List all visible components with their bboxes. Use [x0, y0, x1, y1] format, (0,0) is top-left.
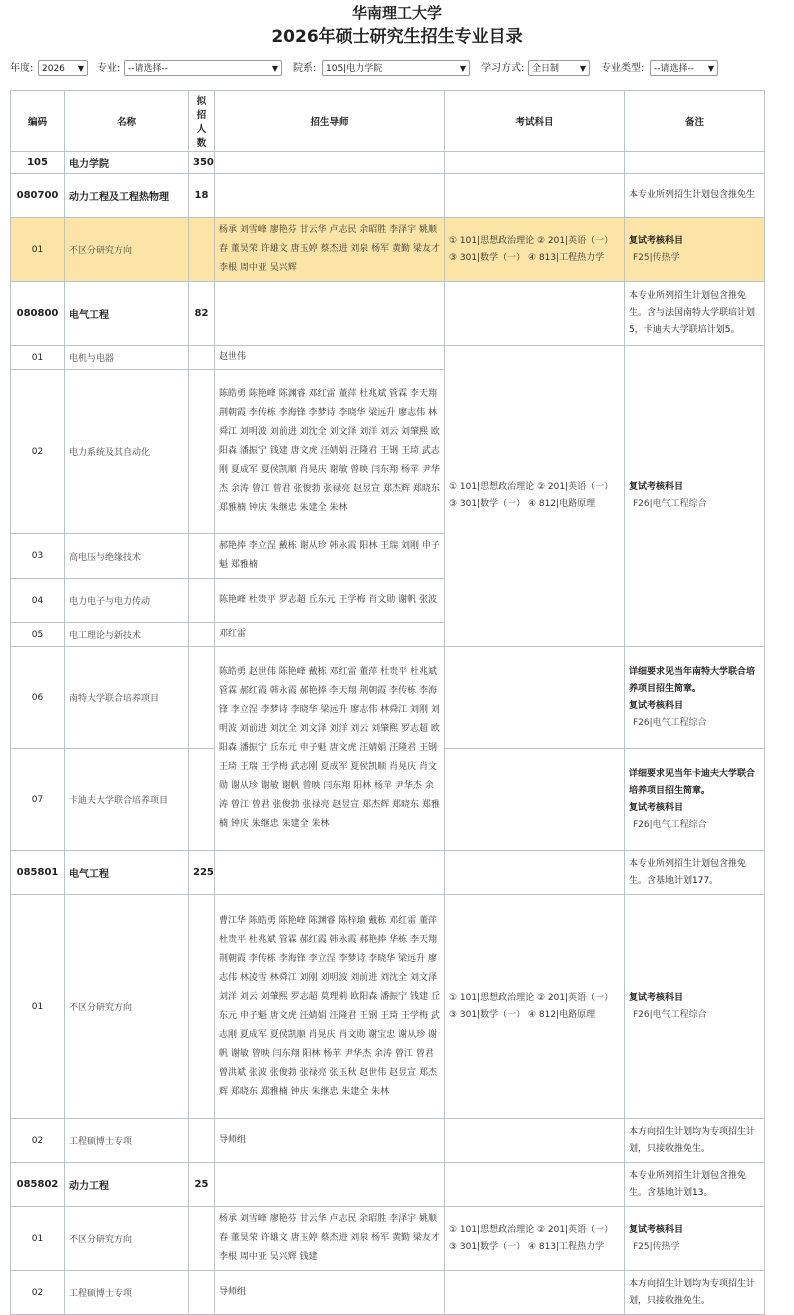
school-select-value: 105|电力学院 — [326, 64, 383, 74]
major-row — [11, 282, 765, 346]
chevron-down-icon: ▼ — [579, 64, 586, 73]
direction-tutors: 郝艳捧 李立浧 戴栋 谢从珍 韩永霞 阳林 王瑞 刘刚 申子魁 郑雅楠 — [215, 534, 445, 579]
header-name: 名称 — [65, 91, 189, 152]
major-row — [11, 851, 765, 895]
direction-name: 高电压与绝缘技术 — [65, 534, 189, 579]
major-name: 动力工程及工程热物理 — [65, 174, 189, 218]
mode-label: 学习方式: — [481, 63, 525, 74]
major-quota: 225 — [189, 851, 215, 895]
direction-code: 07 — [11, 749, 65, 851]
direction-tutors: 赵世伟 — [215, 346, 445, 370]
major-code: 085801 — [11, 851, 65, 895]
direction-name: 南特大学联合培养项目 — [65, 647, 189, 749]
direction-name: 不区分研究方向 — [65, 1207, 189, 1271]
catalog-table — [10, 90, 765, 1315]
major-code: 080700 — [11, 174, 65, 218]
direction-tutors: 导师组 — [215, 1271, 445, 1315]
remark-value: F26|电气工程综合 — [633, 819, 707, 830]
direction-name: 电力电子与电力传动 — [65, 579, 189, 623]
type-label: 专业类型: — [601, 63, 645, 74]
remark-value: F25|传热学 — [633, 1241, 680, 1252]
direction-row — [11, 1271, 765, 1315]
chevron-down-icon: ▼ — [271, 64, 278, 73]
major-remark: 本专业所列招生计划包含推免生。含基地计划13。 — [625, 1163, 765, 1207]
remark-lead: 详细要求见当年卡迪夫大学联合培养项目招生简章。 — [629, 768, 756, 796]
direction-tutors: 杨承 刘雪峰 廖艳芬 甘云华 卢志民 余昭胜 李泽宇 姚顺春 董昊荣 许雄文 唐玉婷 蔡杰进 刘泉 杨军 黄勤 梁友才 李根 周中亚 吴兴辉 钱建 — [215, 1207, 445, 1271]
remark-title: 复试考核科目 — [629, 482, 684, 492]
school-select[interactable] — [322, 60, 470, 76]
type-select[interactable] — [650, 60, 718, 76]
school-row — [11, 152, 765, 174]
major-label: 专业: — [97, 63, 121, 74]
major-remark: 本专业所列招生计划包含推免生 — [625, 174, 765, 218]
direction-name: 卡迪夫大学联合培养项目 — [65, 749, 189, 851]
remark-title: 复试考核科目 — [629, 235, 684, 246]
direction-code: 01 — [11, 346, 65, 370]
header-remark: 备注 — [625, 91, 765, 152]
major-row — [11, 174, 765, 218]
major-remark: 本专业所列招生计划包含推免生。含与法国南特大学联培计划5，卡迪夫大学联培计划5。 — [625, 282, 765, 346]
direction-code: 05 — [11, 623, 65, 647]
major-select[interactable] — [124, 60, 282, 76]
direction-code: 02 — [11, 1119, 65, 1163]
remark-title: 复试考核科目 — [629, 992, 684, 1003]
chevron-down-icon: ▼ — [459, 64, 466, 73]
type-select-value: --请选择-- — [654, 64, 694, 74]
direction-tutors: 陈皓勇 赵世伟 陈艳峰 戴栋 邓红雷 董萍 杜贵平 杜兆斌 管霖 郝红霞 韩永霞 郝艳捧 李天翔 荆朝霞 李传栋 李海锋 李立浧 李梦诗 李晓华 梁远升 廖志伟 林舜江 刘刚 刘明波 刘前进 刘沈全 刘文泽 刘洋 刘云 刘肇熙 罗志超 欧阳森 潘振宁 丘东元 申子魁 唐文虎 汪婧娟 汪隆君 王钢 王琦 王瑞 王学梅 武志刚 夏成军 夏侯凯顺 肖晃庆 肖文勋 谢从珍 谢敏 谢帆 曾映 闫东翔 阳林 杨苹 尹华杰 余涛 曾江 曾君 张俊勃 张禄亮 赵昱宣 郑杰辉 郑晓东 郑雅楠 钟庆 朱继忠 朱建全 朱林 — [215, 647, 445, 851]
direction-row — [11, 1207, 765, 1271]
direction-remark — [625, 1207, 765, 1271]
direction-tutors: 导师组 — [215, 1119, 445, 1163]
header-quota: 拟招人数 — [189, 91, 215, 152]
direction-remark: 本方向招生计划均为专项招生计划，只接收推免生。 — [625, 1271, 765, 1315]
filter-bar — [10, 60, 790, 78]
major-quota: 18 — [189, 174, 215, 218]
direction-name: 电机与电器 — [65, 346, 189, 370]
remark-title: 复试考核科目 — [629, 802, 684, 813]
remark-title: 复试考核科目 — [629, 1224, 684, 1235]
remark-lead: 详细要求见当年南特大学联合培养项目招生简章。 — [629, 666, 756, 694]
table-header-row — [11, 91, 765, 152]
direction-remark: 本方向招生计划均为专项招生计划，只接收推免生。 — [625, 1119, 765, 1163]
major-remark: 本专业所列招生计划包含推免生。含基地计划177。 — [625, 851, 765, 895]
chevron-down-icon: ▼ — [77, 64, 84, 73]
header-exam: 考试科目 — [445, 91, 625, 152]
direction-code: 01 — [11, 895, 65, 1119]
remark-value: F26|电气工程综合 — [633, 1009, 707, 1020]
major-name: 电气工程 — [65, 851, 189, 895]
major-row — [11, 1163, 765, 1207]
year-label: 年度: — [10, 63, 34, 74]
direction-code: 03 — [11, 534, 65, 579]
remark-title: 复试考核科目 — [629, 700, 684, 711]
direction-tutors: 杨承 刘雪峰 廖艳芬 甘云华 卢志民 余昭胜 李泽宇 姚顺春 董昊荣 许雄文 唐玉婷 蔡杰进 刘泉 杨军 黄勤 梁友才 李根 周中亚 吴兴辉 — [215, 218, 445, 282]
school-code: 105 — [11, 152, 65, 174]
direction-remark — [625, 895, 765, 1119]
year-select-value: 2026 — [42, 64, 65, 74]
direction-name: 工程硕博士专项 — [65, 1119, 189, 1163]
mode-select[interactable] — [528, 60, 590, 76]
major-name: 动力工程 — [65, 1163, 189, 1207]
major-code: 080800 — [11, 282, 65, 346]
direction-code: 02 — [11, 1271, 65, 1315]
university-name: 华南理工大学 — [351, 4, 442, 22]
direction-tutors: 陈皓勇 陈艳峰 陈渊睿 邓红雷 董萍 杜兆斌 管霖 李天翔 荆朝霞 李传栋 李海锋 李梦诗 李晓华 梁远升 廖志伟 林舜江 刘明波 刘前进 刘沈全 刘文泽 刘洋 刘云 刘肇熙 欧阳森 潘振宁 钱建 唐文虎 汪婧娟 汪隆君 王钢 王琦 武志刚 夏成军 夏侯凯顺 肖晃庆 谢敏 曾映 闫东翔 杨苹 尹华杰 余涛 曾江 曾君 张俊勃 张禄亮 赵昱宣 郑杰辉 郑晓东 郑雅楠 钟庆 朱继忠 朱建全 朱林 — [215, 370, 445, 534]
direction-remark — [625, 749, 765, 851]
school-label: 院系: — [293, 63, 317, 74]
header-code: 编码 — [11, 91, 65, 152]
direction-remark — [625, 647, 765, 749]
major-quota: 25 — [189, 1163, 215, 1207]
remark-value: F26|电气工程综合 — [633, 499, 707, 509]
direction-code: 01 — [11, 218, 65, 282]
remark-value: F26|电气工程综合 — [633, 717, 707, 728]
remark-value: F25|传热学 — [633, 252, 680, 263]
direction-exam: ① 101|思想政治理论 ② 201|英语（一） ③ 301|数学（一） ④ 812|电路原理 — [445, 895, 625, 1119]
direction-row — [11, 346, 765, 370]
direction-row — [11, 647, 765, 749]
direction-name: 电力系统及其自动化 — [65, 370, 189, 534]
direction-code: 01 — [11, 1207, 65, 1271]
direction-remark — [625, 346, 765, 647]
year-select[interactable] — [38, 60, 88, 76]
direction-row — [11, 1119, 765, 1163]
direction-row — [11, 218, 765, 282]
direction-code: 02 — [11, 370, 65, 534]
direction-name: 不区分研究方向 — [65, 218, 189, 282]
major-code: 085802 — [11, 1163, 65, 1207]
major-quota: 82 — [189, 282, 215, 346]
major-name: 电气工程 — [65, 282, 189, 346]
direction-tutors: 陈艳峰 杜贵平 罗志超 丘东元 王学梅 肖文勋 谢帆 张波 — [215, 579, 445, 623]
direction-name: 电工理论与新技术 — [65, 623, 189, 647]
page-title: 2026年硕士研究生招生专业目录 — [271, 27, 523, 47]
major-select-value: --请选择-- — [128, 64, 168, 74]
header-tutors: 招生导师 — [215, 91, 445, 152]
school-name: 电力学院 — [65, 152, 189, 174]
direction-remark — [625, 218, 765, 282]
direction-exam: ① 101|思想政治理论 ② 201|英语（一） ③ 301|数学（一） ④ 812|电路原理 — [445, 346, 625, 647]
direction-name: 不区分研究方向 — [65, 895, 189, 1119]
direction-tutors: 曹江华 陈皓勇 陈艳峰 陈渊睿 陈梓瑜 戴栋 邓红雷 董萍 杜贵平 杜兆斌 管霖 郝红霞 韩永霞 郝艳捧 华栋 李天翔 荆朝霞 李传栋 李海锋 李立浧 李梦诗 李晓华 梁远升 廖志伟 林凌雪 林舜江 刘刚 刘明波 刘前进 刘沈全 刘文泽 刘洋 刘云 刘肇熙 罗志超 莫理莉 欧阳森 潘振宁 钱建 丘东元 申子魁 唐文虎 汪婧娟 汪隆君 王钢 王琦 王学梅 武志刚 夏成军 夏侯凯顺 肖晃庆 肖文勋 谢宝忠 谢从珍 谢帆 谢敏 曾映 闫东翔 阳林 杨苹 尹华杰 余涛 曾江 曾君 曾洪斌 张波 张俊勃 张禄亮 张玉秋 赵世伟 赵昱宣 郑杰辉 郑晓东 郑雅楠 钟庆 朱继忠 朱建全 朱林 — [215, 895, 445, 1119]
direction-code: 06 — [11, 647, 65, 749]
school-quota: 350 — [189, 152, 215, 174]
mode-select-value: 全日制 — [532, 64, 560, 74]
direction-exam: ① 101|思想政治理论 ② 201|英语（一） ③ 301|数学（一） ④ 813|工程热力学 — [445, 1207, 625, 1271]
direction-exam: ① 101|思想政治理论 ② 201|英语（一） ③ 301|数学（一） ④ 813|工程热力学 — [445, 218, 625, 282]
direction-code: 04 — [11, 579, 65, 623]
direction-tutors: 邓红雷 — [215, 623, 445, 647]
chevron-down-icon: ▼ — [707, 64, 714, 73]
direction-row — [11, 895, 765, 1119]
direction-name: 工程硕博士专项 — [65, 1271, 189, 1315]
